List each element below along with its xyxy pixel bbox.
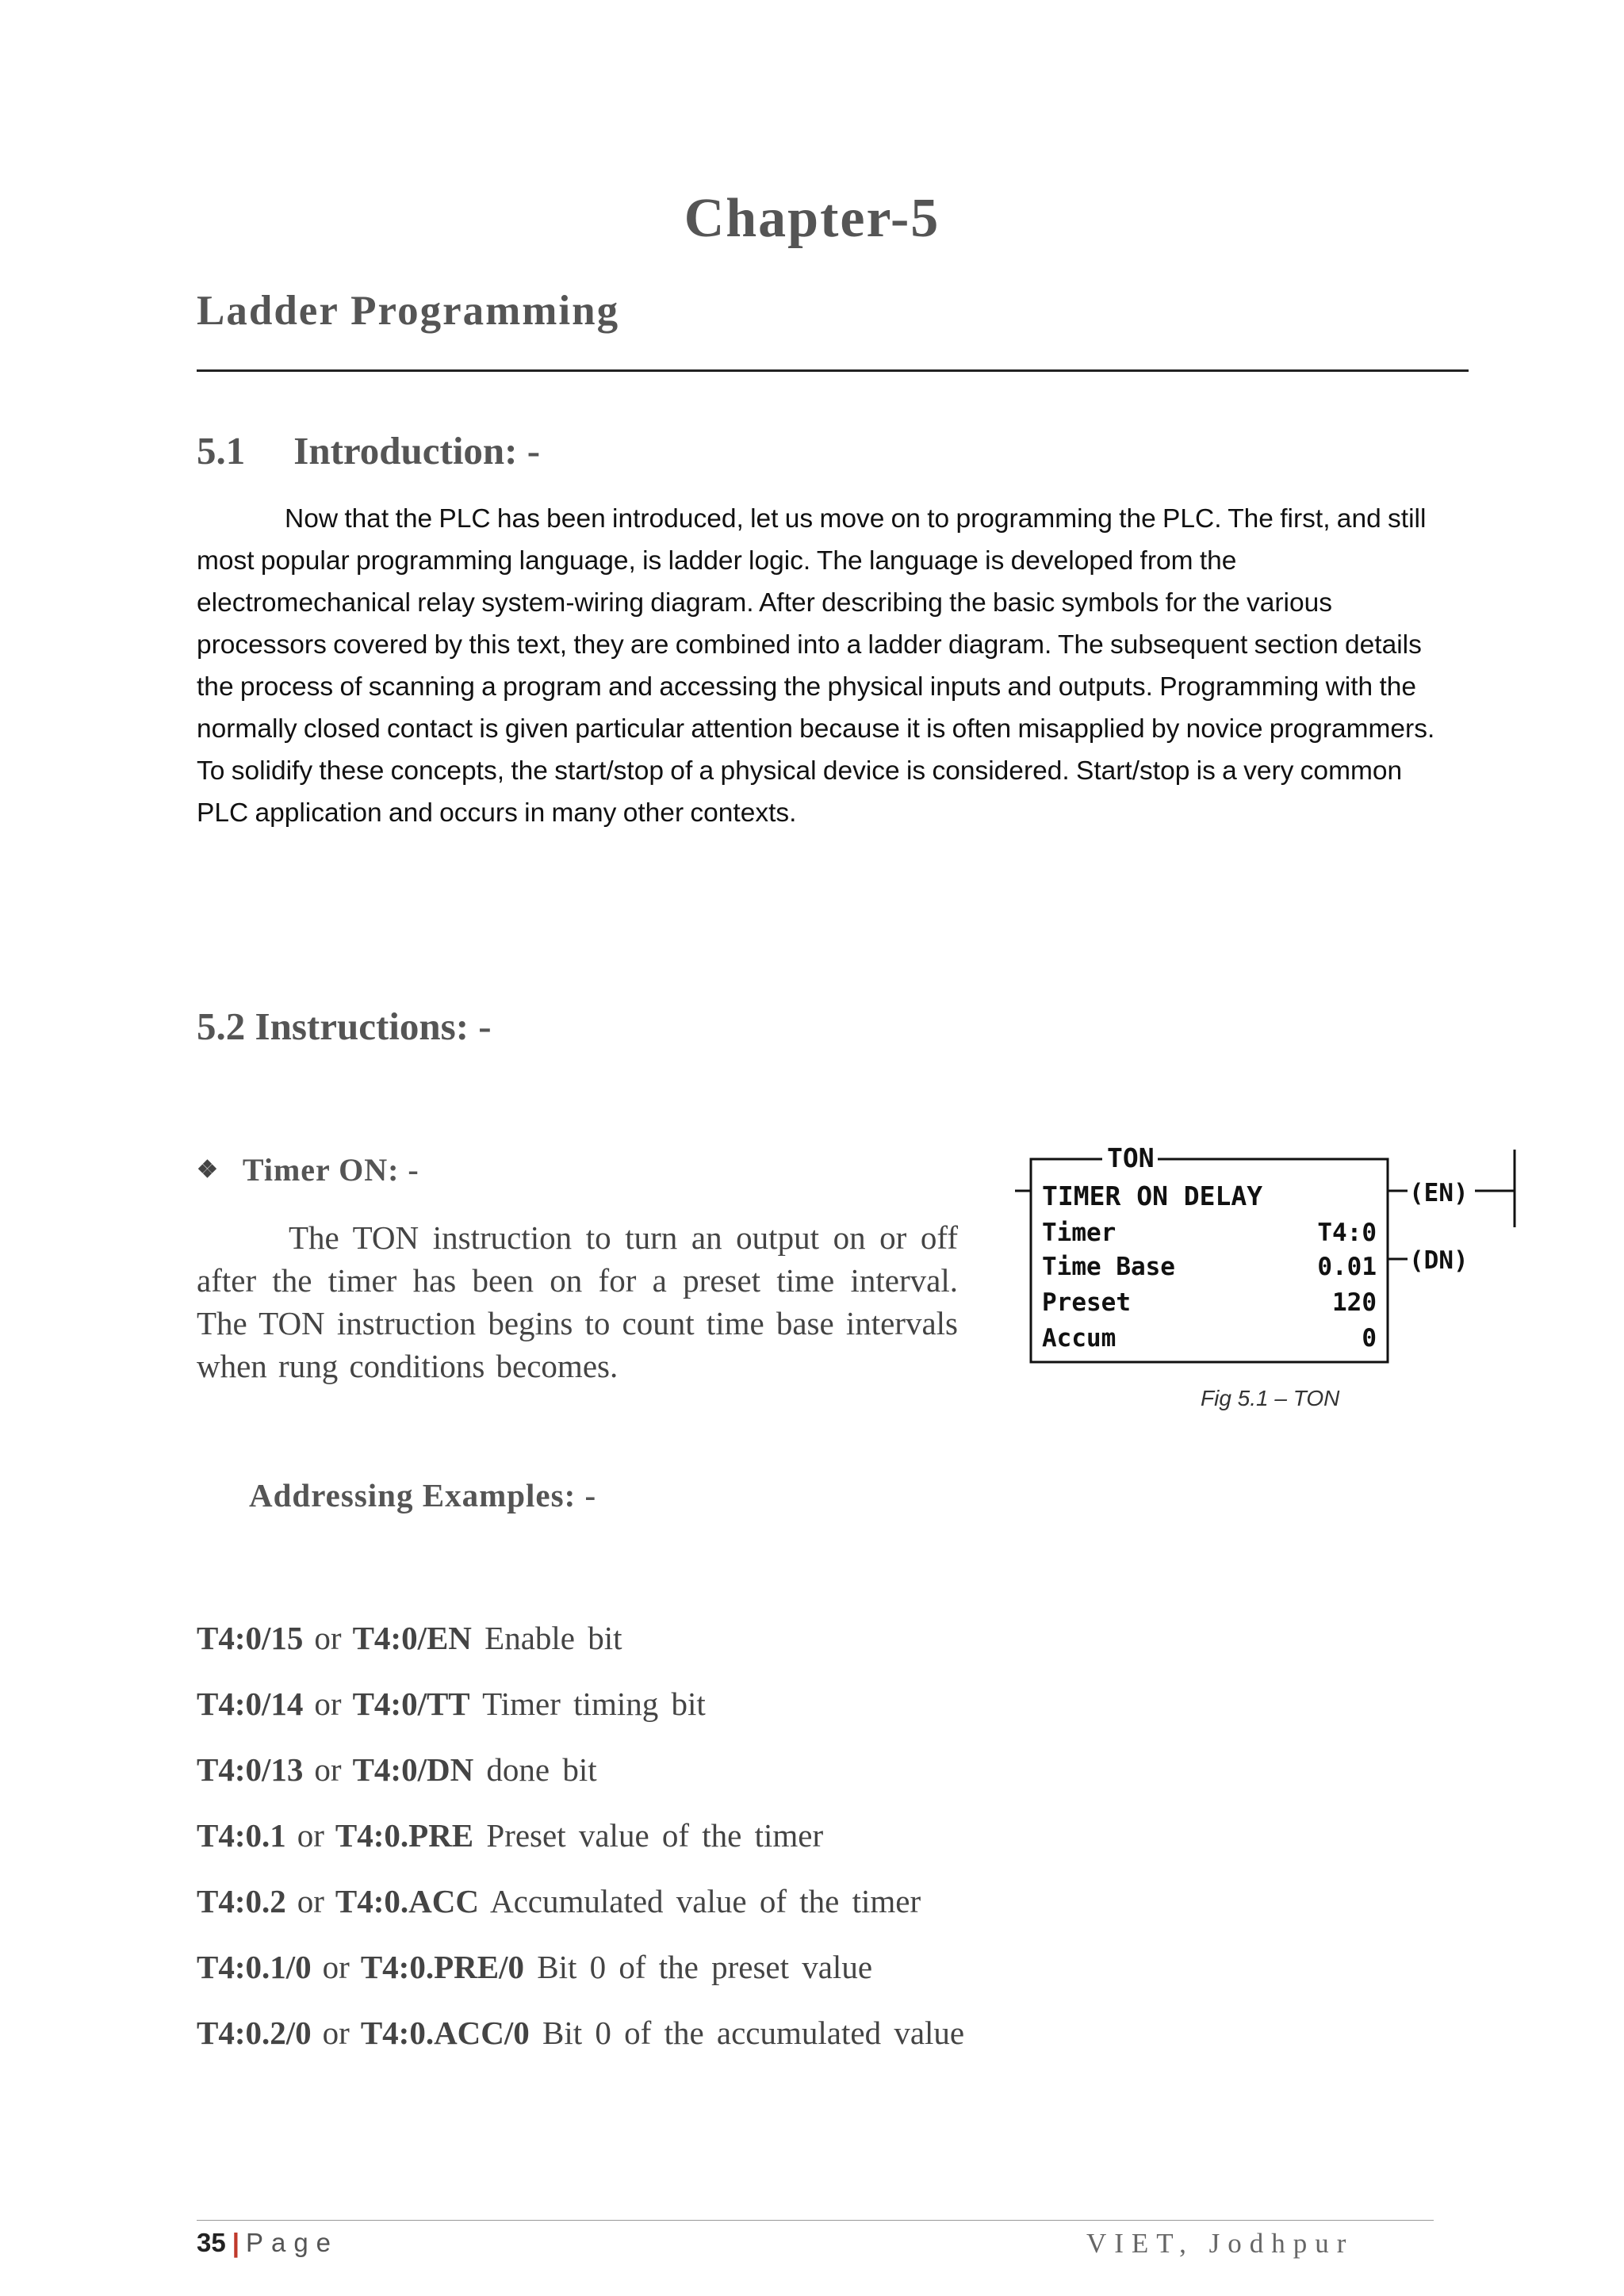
ton-row-value-timer: T4:0 (1317, 1219, 1377, 1247)
address-primary: T4:0/13 (197, 1751, 304, 1788)
address-primary: T4:0/14 (197, 1686, 304, 1722)
ton-row-label-timebase: Time Base (1042, 1253, 1175, 1281)
list-item (197, 1685, 964, 1751)
list-item (197, 1619, 964, 1685)
addressing-list (197, 1619, 964, 2080)
dn-output-label: (DN) (1409, 1246, 1469, 1275)
bullet-title: Timer ON: - (242, 1152, 419, 1188)
address-alias: T4:0.PRE (335, 1817, 474, 1854)
address-primary: T4:0/15 (197, 1620, 304, 1656)
address-or: or (314, 1751, 342, 1788)
list-item (197, 1816, 964, 1882)
section-heading-introduction (197, 428, 540, 473)
address-description: Accumulated value of the timer (489, 1883, 921, 1919)
address-primary: T4:0.2 (197, 1883, 286, 1919)
header-divider (197, 369, 1469, 372)
footer-institution: VIET, Jodhpur (1086, 2228, 1354, 2259)
ton-tag-label: TON (1107, 1142, 1155, 1173)
ton-description: The TON instruction to turn an output on or off after the timer has been on for a preset time interval. The TON instruction begins to count time base intervals when rung conditions becomes. (197, 1219, 958, 1384)
list-item (197, 2014, 964, 2080)
address-or: or (314, 1686, 342, 1722)
diamond-bullet-icon: ❖ (197, 1157, 219, 1183)
page-number: 35 (197, 2228, 226, 2257)
list-item (197, 1751, 964, 1816)
section-heading-instructions: 5.2 Instructions: - (197, 1004, 492, 1048)
address-primary: T4:0.1/0 (197, 1949, 312, 1985)
ton-row-label-preset: Preset (1042, 1288, 1131, 1317)
ton-row-label-accum: Accum (1042, 1324, 1116, 1353)
footer-separator: | (232, 2228, 239, 2257)
address-description: Enable bit (485, 1620, 622, 1656)
address-or: or (322, 1949, 350, 1985)
ton-row-value-timebase: 0.01 (1317, 1253, 1377, 1281)
chapter-subtitle: Ladder Programming (197, 288, 620, 334)
en-output-label: (EN) (1409, 1179, 1469, 1207)
address-description: Bit 0 of the accumulated value (542, 2015, 965, 2051)
address-or: or (314, 1620, 342, 1656)
introduction-paragraph: Now that the PLC has been introduced, let us move on to programming the PLC. The first, and still most popular programming language, is ladder logic. The language is developed from the electromechanical relay system-wiring diagram. After describing the basic symbols for the various processors covered by this text, they are combined into a ladder diagram. The subsequent section details the process of scanning a program and accessing the physical inputs and outputs. Programming with the normally closed contact is given particular attention because it is often misapplied by novice programmers. To solidify these concepts, the start/stop of a physical device is considered. Start/stop is a very common PLC application and occurs in many other contexts. (197, 504, 1435, 828)
footer-divider (197, 2220, 1434, 2221)
address-primary: T4:0.2/0 (197, 2015, 312, 2051)
timer-on-bullet (197, 1151, 419, 1188)
ton-instruction-diagram (1015, 1126, 1522, 1380)
chapter-title: Chapter-5 (684, 188, 940, 249)
address-alias: T4:0/TT (352, 1686, 470, 1722)
list-item (197, 1948, 964, 2014)
ton-header-label: TIMER ON DELAY (1042, 1181, 1263, 1211)
addressing-heading: Addressing Examples: - (249, 1477, 597, 1513)
address-or: or (297, 1883, 324, 1919)
address-alias: T4:0.ACC (335, 1883, 479, 1919)
address-primary: T4:0.1 (197, 1817, 286, 1854)
address-description: Bit 0 of the preset value (537, 1949, 873, 1985)
address-alias: T4:0/DN (352, 1751, 474, 1788)
address-alias: T4:0.PRE/0 (360, 1949, 524, 1985)
address-description: done bit (486, 1751, 597, 1788)
ton-row-value-accum: 0 (1362, 1324, 1377, 1353)
address-alias: T4:0.ACC/0 (360, 2015, 530, 2051)
section-number: 5.1 (197, 429, 246, 473)
address-or: or (297, 1817, 324, 1854)
page-label: Page (245, 2228, 339, 2257)
address-description: Preset value of the timer (486, 1817, 824, 1854)
ton-row-value-preset: 120 (1332, 1288, 1377, 1317)
address-alias: T4:0/EN (352, 1620, 472, 1656)
ton-row-label-timer: Timer (1042, 1219, 1116, 1247)
page-footer-number (197, 2228, 339, 2258)
list-item (197, 1882, 964, 1948)
section-title: Introduction: - (293, 429, 541, 473)
address-description: Timer timing bit (482, 1686, 706, 1722)
address-or: or (322, 2015, 350, 2051)
figure-caption: Fig 5.1 – TON (1201, 1386, 1340, 1410)
